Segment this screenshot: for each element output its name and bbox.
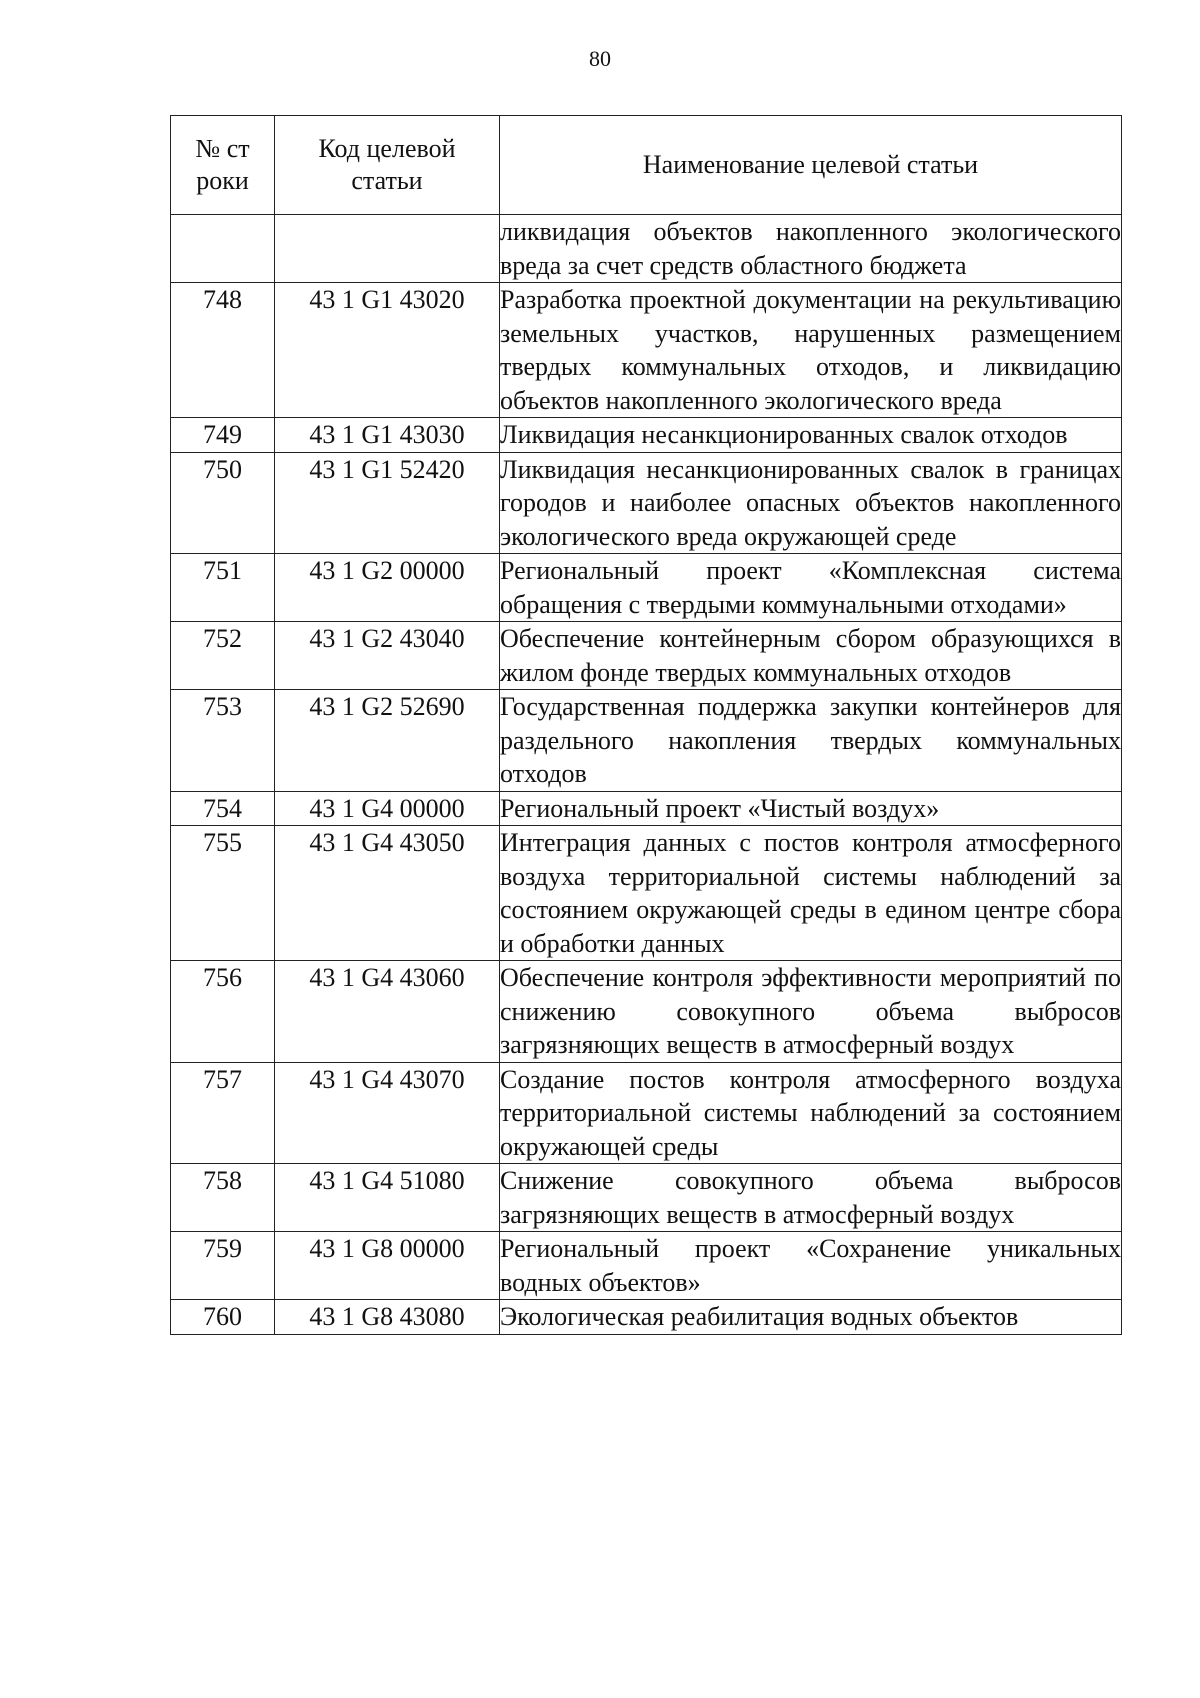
table-row	[171, 622, 1122, 690]
table-row	[171, 1164, 1122, 1232]
name-cell: Снижение совокупного объема выбросов загрязняющих веществ в атмосферный воздух	[500, 1164, 1122, 1232]
row-number-cell: 757	[171, 1062, 275, 1164]
name-cell: Разработка проектной документации на рекультивацию земельных участков, нарушенных размещением твердых коммунальных отходов, и ликвидацию объектов накопленного экологического вреда	[500, 283, 1122, 418]
name-cell: Обеспечение контейнерным сбором образующихся в жилом фонде твердых коммунальных отходов	[500, 622, 1122, 690]
table-row	[171, 1300, 1122, 1335]
code-cell: 43 1 G1 52420	[275, 452, 500, 554]
name-cell: Экологическая реабилитация водных объектов	[500, 1300, 1122, 1335]
table-row	[171, 215, 1122, 283]
code-cell: 43 1 G2 52690	[275, 690, 500, 792]
code-cell	[275, 215, 500, 283]
row-number-cell: 751	[171, 554, 275, 622]
name-cell: Создание постов контроля атмосферного воздуха территориальной системы наблюдений за состоянием окружающей среды	[500, 1062, 1122, 1164]
row-number-cell: 755	[171, 826, 275, 961]
code-cell: 43 1 G4 43050	[275, 826, 500, 961]
table-row	[171, 690, 1122, 792]
table-row	[171, 961, 1122, 1063]
row-number-cell: 748	[171, 283, 275, 418]
row-number-cell: 758	[171, 1164, 275, 1232]
name-cell: Интеграция данных с постов контроля атмосферного воздуха территориальной системы наблюдений за состоянием окружающей среды в едином центре сбора и обработки данных	[500, 826, 1122, 961]
row-number-cell: 753	[171, 690, 275, 792]
code-cell: 43 1 G1 43020	[275, 283, 500, 418]
table-row	[171, 452, 1122, 554]
code-cell: 43 1 G4 43070	[275, 1062, 500, 1164]
table-row	[171, 554, 1122, 622]
code-cell: 43 1 G8 43080	[275, 1300, 500, 1335]
header-row-number: № строки	[171, 116, 275, 215]
code-cell: 43 1 G2 43040	[275, 622, 500, 690]
name-cell: Региональный проект «Чистый воздух»	[500, 791, 1122, 826]
table-row	[171, 283, 1122, 418]
row-number-cell: 752	[171, 622, 275, 690]
row-number-cell: 754	[171, 791, 275, 826]
header-code: Код целевой статьи	[275, 116, 500, 215]
code-cell: 43 1 G2 00000	[275, 554, 500, 622]
name-cell: Региональный проект «Сохранение уникальных водных объектов»	[500, 1232, 1122, 1300]
target-items-table	[170, 115, 1122, 1335]
code-cell: 43 1 G4 00000	[275, 791, 500, 826]
page-number: 80	[589, 46, 611, 71]
row-number-cell: 756	[171, 961, 275, 1063]
code-cell: 43 1 G4 43060	[275, 961, 500, 1063]
code-cell: 43 1 G8 00000	[275, 1232, 500, 1300]
table-row	[171, 826, 1122, 961]
table-row	[171, 418, 1122, 453]
name-cell: Региональный проект «Комплексная система обращения с твердыми коммунальными отходами»	[500, 554, 1122, 622]
code-cell: 43 1 G1 43030	[275, 418, 500, 453]
row-number-cell: 750	[171, 452, 275, 554]
name-cell: Обеспечение контроля эффективности мероприятий по снижению совокупного объема выбросов загрязняющих веществ в атмосферный воздух	[500, 961, 1122, 1063]
table-row	[171, 1062, 1122, 1164]
row-number-cell	[171, 215, 275, 283]
name-cell: Ликвидация несанкционированных свалок отходов	[500, 418, 1122, 453]
name-cell: ликвидация объектов накопленного экологического вреда за счет средств областного бюджета	[500, 215, 1122, 283]
row-number-cell: 760	[171, 1300, 275, 1335]
header-name: Наименование целевой статьи	[500, 116, 1122, 215]
row-number-cell: 749	[171, 418, 275, 453]
code-cell: 43 1 G4 51080	[275, 1164, 500, 1232]
table-row	[171, 1232, 1122, 1300]
table-row	[171, 791, 1122, 826]
table-header-row	[171, 116, 1122, 215]
row-number-cell: 759	[171, 1232, 275, 1300]
name-cell: Государственная поддержка закупки контейнеров для раздельного накопления твердых коммунальных отходов	[500, 690, 1122, 792]
name-cell: Ликвидация несанкционированных свалок в границах городов и наиболее опасных объектов накопленного экологического вреда окружающей среде	[500, 452, 1122, 554]
